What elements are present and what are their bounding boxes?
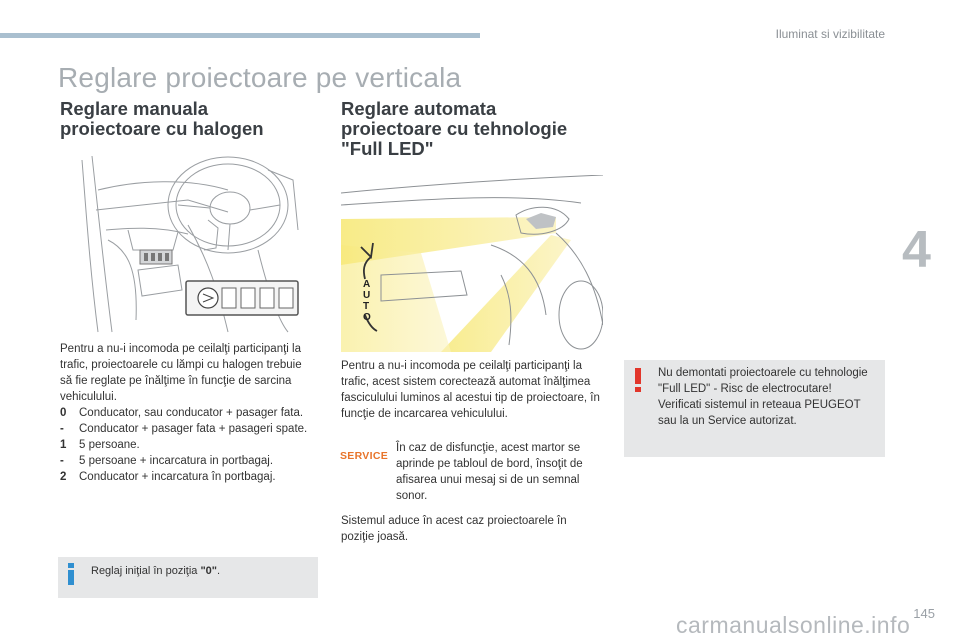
list-item: - 5 persoane + incarcatura in portbagaj. <box>60 455 274 467</box>
right-intro-text: Pentru a nu-i incomoda pe ceilalţi participanţi la trafic, acest sistem corectează automat înălţimea fasciculului luminos al acestui tip de proiectoare, în funcţie de incarcarea vehiculului. <box>341 360 600 420</box>
list-item: 2 Conducator + incarcatura în portbagaj. <box>60 471 276 483</box>
watermark: carmanualsonline.info <box>676 612 911 638</box>
auto-letter-t: T <box>363 301 370 312</box>
section-title: Iluminat si vizibilitate <box>775 27 885 41</box>
right-heading-line2: proiectoare cu tehnologie <box>341 118 568 139</box>
auto-letter-u: U <box>363 290 371 301</box>
warning-line1: Nu demontati proiectoarele cu tehnologie "Full LED" - Risc de electrocutare! <box>658 367 868 395</box>
right-heading-line1: Reglare automata <box>341 98 497 119</box>
conclusion-text: Sistemul aduce în acest caz proiectoarele în poziţie joasă. <box>341 515 567 543</box>
list-item: 0 Conducator, sau conducator + pasager fata. <box>60 407 304 419</box>
auto-letter-a: A <box>363 279 371 290</box>
left-heading <box>60 99 320 139</box>
load-settings-list <box>60 405 315 485</box>
dashboard-illustration <box>78 150 300 335</box>
right-heading <box>341 99 621 159</box>
chapter-number: 4 <box>902 221 931 279</box>
warning-text <box>658 365 880 429</box>
auto-letter-o: O <box>363 312 371 323</box>
info-note-text: Reglaj iniţial în poziţia "0". <box>91 565 221 577</box>
warning-exclamation-icon <box>634 368 642 392</box>
page-number: 145 <box>913 606 935 621</box>
headlight-illustration <box>341 175 603 352</box>
right-heading-line3: "Full LED" <box>341 138 434 159</box>
left-heading-line2: proiectoare cu halogen <box>60 118 264 139</box>
header-accent-bar <box>0 33 480 38</box>
malfunction-text: În caz de disfuncţie, acest martor se aprinde pe tabloul de bord, însoţit de afisarea unui mesaj si de un semnal sonor. <box>396 442 583 502</box>
page-title: Reglare proiectoare pe verticala <box>58 62 462 93</box>
warning-line2: Verificati sistemul in reteaua PEUGEOT sau la un Service autorizat. <box>658 399 861 427</box>
service-warning-lamp-icon: SERVICE <box>340 450 389 462</box>
list-item: 1 5 persoane. <box>60 439 140 451</box>
info-icon <box>66 563 76 585</box>
list-item: - Conducator + pasager fata + pasageri spate. <box>60 423 308 435</box>
left-heading-line1: Reglare manuala <box>60 98 209 119</box>
left-intro-text: Pentru a nu-i incomoda pe ceilalţi participanţi la trafic, proiectoarele cu lămpi cu halogen trebuie să fie reglate pe înălţime în funcţie de sarcina vehiculului. <box>60 343 302 403</box>
